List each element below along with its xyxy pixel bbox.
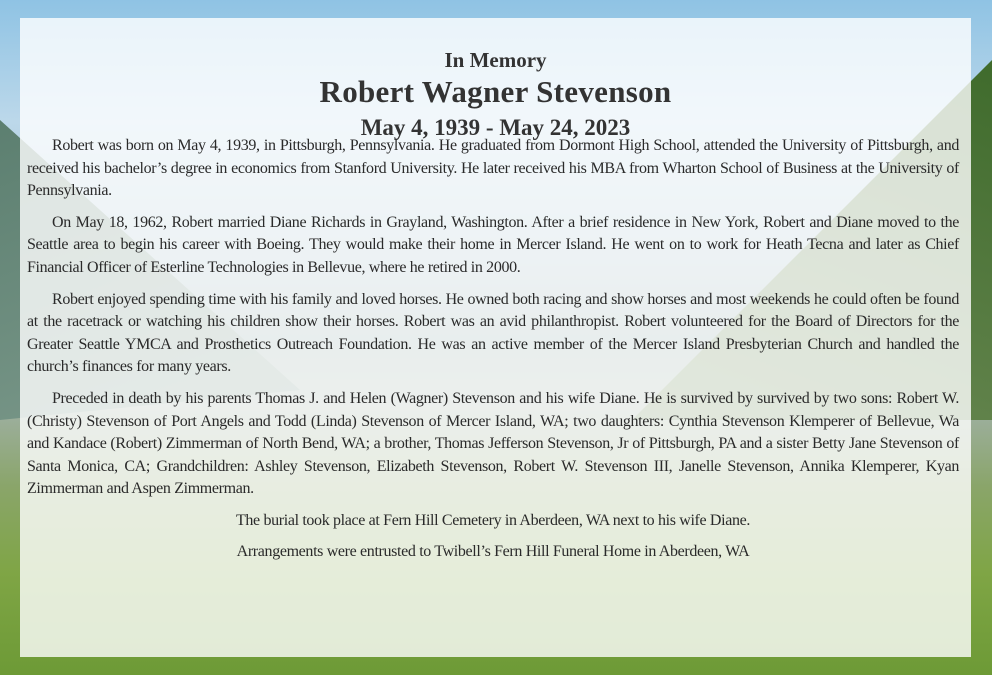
life-dates: May 4, 1939 - May 24, 2023	[360, 115, 631, 140]
deceased-name: Robert Wagner Stevenson	[319, 74, 672, 109]
obituary-body	[27, 135, 959, 571]
paragraph-early-life: Robert was born on May 4, 1939, in Pittsburgh, Pennsylvania. He graduated from Dormont High School, attended the University of Pittsburgh, and received his bachelor’s degree in economics from Stanford University. He later received his MBA from Wharton School of Business at the University of Pennsylvania.	[27, 137, 959, 200]
paragraph-survivors: Preceded in death by his parents Thomas J. and Helen (Wagner) Stevenson and his wife Diane. He is survived by survived by two sons: Robert W. (Christy) Stevenson of Port Angels and Todd (Linda) Stevenson of Mercer Island, WA; two daughters: Cynthia Stevenson Klemperer of Bellevue, Wa and Kandace (Robert) Zimmerman of North Bend, WA; a brother, Thomas Jefferson Stevenson, Jr of Pittsburgh, PA and a sister Betty Jane Stevenson of Santa Monica, CA; Grandchildren: Ashley Stevenson, Elizabeth Stevenson, Robert W. Stevenson III, Janelle Stevenson, Annika Klemperer, Kyan Zimmerman and Aspen Zimmerman.	[27, 389, 959, 498]
paragraph-marriage-career: On May 18, 1962, Robert married Diane Richards in Grayland, Washington. After a brief residence in New York, Robert and Diane moved to the Seattle area to begin his career with Boeing. They would make their home in Mercer Island. He went on to work for Heath Tecna and later as Chief Financial Officer of Esterline Technologies in Bellevue, where he retired in 2000.	[27, 213, 959, 276]
in-memory-heading: In Memory	[444, 48, 547, 72]
arrangements-note: Arrangements were entrusted to Twibell’s Fern Hill Funeral Home in Aberdeen, WA	[236, 542, 750, 560]
paragraph-interests: Robert enjoyed spending time with his family and loved horses. He owned both racing and show horses and most weekends he could often be found at the racetrack or watching his children show their horses. Robert was an avid philanthropist. Robert volunteered for the Board of Directors for the Greater Seattle YMCA and Prosthetics Outreach Foundation. He was an active member of the Mercer Island Presbyterian Church and handled the church’s finances for many years.	[27, 290, 959, 376]
burial-note: The burial took place at Fern Hill Cemetery in Aberdeen, WA next to his wife Diane.	[235, 511, 751, 529]
